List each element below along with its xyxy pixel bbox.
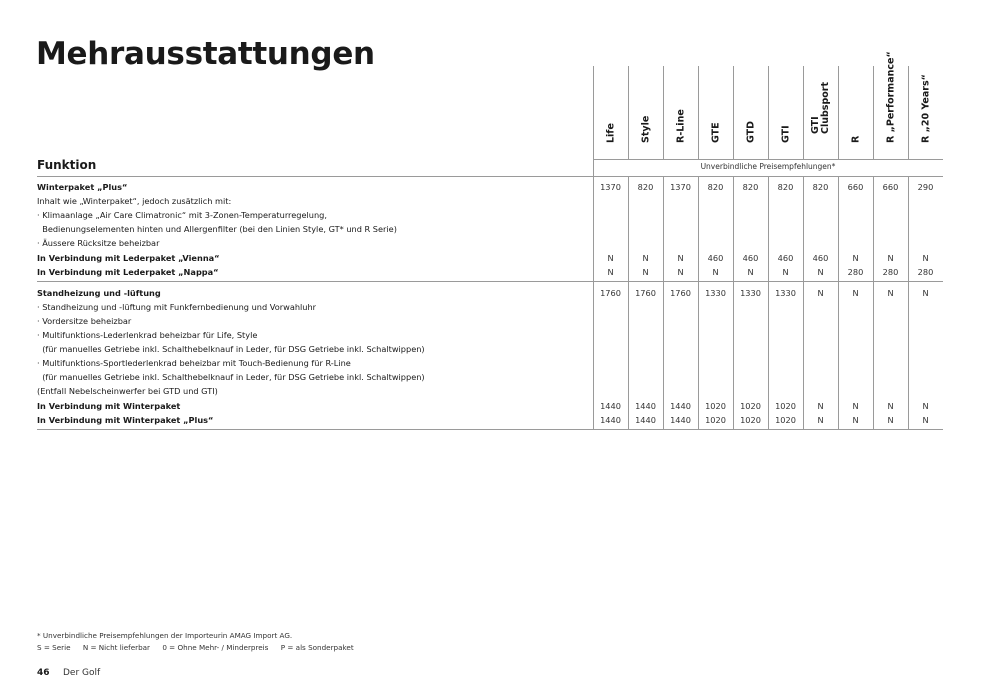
legend-footnote (37, 643, 364, 652)
price-cell: 280 (847, 266, 864, 277)
table-row (37, 194, 231, 208)
column-header-label: Life (605, 123, 616, 143)
price-cell: N (887, 252, 894, 263)
price-cell: N (817, 266, 824, 277)
row-label: (Entfall Nebelscheinwerfer bei GTD und GTI) (37, 386, 218, 397)
price-cell: 820 (637, 182, 654, 192)
price-cell: N (677, 266, 684, 277)
column-divider (663, 177, 664, 429)
price-cell: 1330 (705, 287, 726, 298)
column-header-label: GTI (780, 125, 791, 143)
column-header-label: R-Line (675, 109, 686, 143)
row-label: In Verbindung mit Lederpaket „Vienna“ (37, 252, 220, 263)
section-divider (37, 281, 943, 282)
price-cell: N (607, 252, 614, 263)
function-column-header: Funktion (37, 158, 97, 172)
price-cell: N (817, 400, 824, 411)
price-cell: 660 (882, 182, 899, 192)
column-header (768, 66, 803, 154)
row-label: · Klimaanlage „Air Care Climatronic“ mit 3-Zonen-Temperaturregelung, (37, 210, 327, 221)
column-divider (628, 66, 629, 159)
table-row (37, 286, 161, 300)
column-divider (628, 177, 629, 429)
price-cell: N (817, 414, 824, 425)
price-cell: 1370 (670, 182, 691, 192)
header-divider (593, 159, 943, 160)
legend-item: 0 = Ohne Mehr- / Minderpreis (162, 643, 269, 652)
price-cell: N (887, 287, 894, 298)
column-header (733, 66, 768, 154)
column-divider (733, 177, 734, 429)
row-label: · Multifunktions-Lederlenkrad beheizbar für Life, Style (37, 330, 258, 340)
price-cell: 1020 (705, 414, 726, 425)
legend-item: N = Nicht lieferbar (82, 643, 151, 652)
price-cell: 280 (882, 266, 899, 277)
column-header-label: GTE (710, 122, 721, 143)
row-label: In Verbindung mit Winterpaket „Plus“ (37, 414, 214, 425)
column-divider (803, 66, 804, 159)
column-divider (593, 66, 594, 429)
price-cell: 1440 (635, 400, 656, 411)
price-cell: 1330 (775, 287, 796, 298)
price-cell: 460 (707, 252, 724, 263)
price-cell: N (817, 287, 824, 298)
price-cell: 290 (917, 182, 934, 192)
column-divider (908, 177, 909, 429)
table-row (37, 208, 327, 222)
legend-item: P = als Sonderpaket (280, 643, 354, 652)
price-cell: 820 (777, 182, 794, 192)
price-cell: N (607, 266, 614, 277)
column-header (908, 66, 943, 154)
column-header (628, 66, 663, 154)
price-cell: 1020 (740, 414, 761, 425)
column-divider (698, 66, 699, 159)
table-row (37, 265, 219, 279)
price-cell: 460 (812, 252, 829, 263)
price-cell: 280 (917, 266, 934, 277)
header-bottom-rule (37, 176, 943, 177)
price-footnote: * Unverbindliche Preisempfehlungen der Importeurin AMAG Import AG. (37, 631, 293, 640)
column-header (663, 66, 698, 154)
section-divider (37, 429, 943, 430)
row-label: Standheizung und -lüftung (37, 287, 161, 298)
table-row (37, 328, 257, 342)
column-header-label: GTD (745, 121, 756, 143)
price-cell: 1020 (775, 414, 796, 425)
column-header-label: Style (640, 115, 651, 143)
price-cell: N (712, 266, 719, 277)
row-label: Bedienungselementen hinten und Allergenfilter (bei den Linien Style, GT* und R Serie) (37, 224, 397, 235)
price-cell: 1440 (600, 400, 621, 411)
price-cell: 1440 (670, 414, 691, 425)
price-cell: N (747, 266, 754, 277)
column-header (593, 66, 628, 154)
column-header (838, 66, 873, 154)
column-divider (768, 66, 769, 159)
table-row (37, 180, 127, 194)
price-cell: N (782, 266, 789, 277)
row-label: · Multifunktions-Sportlederlenkrad beheizbar mit Touch-Bedienung für R-Line (37, 358, 351, 369)
price-cell: N (852, 400, 859, 411)
table-row (37, 314, 131, 328)
price-cell: N (887, 400, 894, 411)
price-cell: 1020 (740, 400, 761, 411)
table-row (37, 300, 316, 314)
column-header-label: R „Performance“ (885, 51, 896, 143)
price-cell: 1440 (670, 400, 691, 411)
column-divider (908, 66, 909, 159)
column-header (873, 51, 908, 154)
table-row (37, 222, 397, 236)
price-cell: N (677, 252, 684, 263)
price-cell: 1020 (775, 400, 796, 411)
column-divider (663, 66, 664, 159)
column-divider (873, 66, 874, 159)
row-label: In Verbindung mit Winterpaket (37, 400, 181, 411)
column-divider (733, 66, 734, 159)
price-cell: 1760 (600, 287, 621, 298)
row-label: · Vordersitze beheizbar (37, 315, 132, 326)
price-cell: 460 (777, 252, 794, 263)
row-label: In Verbindung mit Lederpaket „Nappa“ (37, 266, 219, 277)
price-cell: 1020 (705, 400, 726, 411)
price-cell: N (642, 266, 649, 277)
price-cell: 460 (742, 252, 759, 263)
table-row (37, 356, 351, 370)
price-cell: N (922, 400, 929, 411)
row-label: (für manuelles Getriebe inkl. Schalthebelknauf in Leder, für DSG Getriebe inkl. Schaltwippen) (37, 372, 425, 383)
column-divider (698, 177, 699, 429)
column-header-label: R (850, 135, 861, 143)
table-row (37, 399, 180, 413)
page-title: Mehrausstattungen (36, 36, 375, 72)
column-header-label: GTI Clubsport (809, 82, 831, 134)
price-cell: N (852, 252, 859, 263)
column-divider (838, 66, 839, 159)
page-number: 46 (37, 668, 50, 678)
price-cell: 1370 (600, 182, 621, 192)
price-cell: 1440 (600, 414, 621, 425)
price-cell: N (922, 252, 929, 263)
price-cell: N (642, 252, 649, 263)
table-row (37, 236, 159, 250)
price-cell: 1760 (635, 287, 656, 298)
table-row (37, 384, 218, 398)
price-cell: 1440 (635, 414, 656, 425)
table-row (37, 342, 425, 356)
table-row (37, 251, 220, 265)
price-cell: 660 (847, 182, 864, 192)
table-row (37, 370, 425, 384)
document-title: Der Golf (63, 668, 101, 678)
column-header (803, 66, 838, 154)
column-divider (768, 177, 769, 429)
price-cell: N (852, 414, 859, 425)
price-cell: 820 (812, 182, 829, 192)
column-divider (803, 177, 804, 429)
row-label: (für manuelles Getriebe inkl. Schalthebelknauf in Leder, für DSG Getriebe inkl. Schaltwippen) (37, 344, 425, 355)
table-row (37, 413, 213, 427)
price-cell: 820 (707, 182, 724, 192)
price-cell: 1330 (740, 287, 761, 298)
price-cell: 1760 (670, 287, 691, 298)
legend-item: S = Serie (37, 643, 71, 652)
row-label: Winterpaket „Plus“ (37, 182, 128, 192)
column-header-label: R „20 Years“ (920, 74, 931, 143)
column-header (698, 66, 733, 154)
row-label: Inhalt wie „Winterpaket“, jedoch zusätzlich mit: (37, 196, 232, 207)
price-cell: N (887, 414, 894, 425)
price-cell: N (922, 414, 929, 425)
price-cell: N (922, 287, 929, 298)
price-cell: 820 (742, 182, 759, 192)
price-cell: N (852, 287, 859, 298)
column-divider (838, 177, 839, 429)
row-label: · Äussere Rücksitze beheizbar (37, 238, 160, 249)
column-divider (873, 177, 874, 429)
price-note-header: Unverbindliche Preisempfehlungen* (700, 162, 836, 171)
row-label: · Standheizung und -lüftung mit Funkfernbedienung und Vorwahluhr (37, 301, 317, 312)
